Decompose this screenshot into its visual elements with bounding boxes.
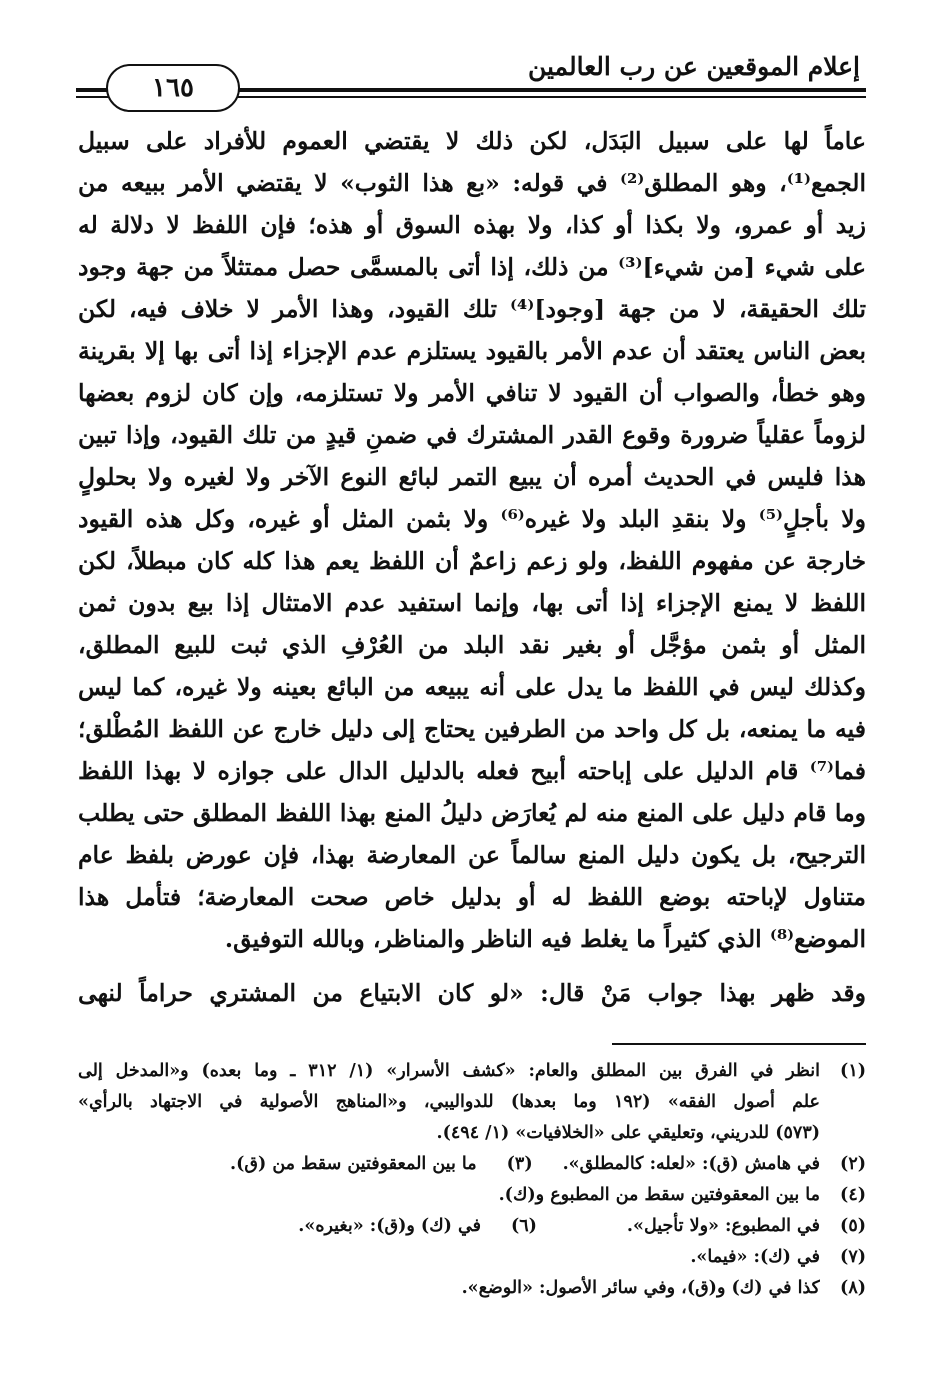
text-line: هذا فليس في الحديث أمره أن يبيع التمر لبائع النوع الآخر ولا لغيره ولا بحلولٍ <box>78 463 866 491</box>
footnote-number: (٨) <box>840 1278 866 1298</box>
footnotes <box>78 1056 866 1304</box>
page-number: ١٦٥ <box>152 73 194 103</box>
footnote-text: ما بين المعقوفتين سقط من (ق). <box>230 1154 477 1174</box>
footnote-text: انظر في الفرق بين المطلق والعام: «كشف الأسرار» (١/ ٣١٢ ـ وما بعده) و«المدخل إلى <box>78 1061 820 1081</box>
footnote-number: (٤) <box>840 1185 866 1205</box>
footnote-1-continuation: (٥٧٣) للدريني، وتعليقي على «الخلافيات» (١/ ٤٩٤). <box>436 1123 820 1143</box>
text-line: بعض الناس يعتقد أن عدم الأمر بالقيود يستلزم عدم الإجزاء إذا أتى بها إلا بقرينة <box>78 337 866 365</box>
paragraph-gap <box>78 960 866 972</box>
text-line: وهو خطأ، والصواب أن القيود لا تنافي الأمر ولا تستلزمه، وإن كان لزوم بعضها <box>78 379 866 407</box>
footnote-text: ما بين المعقوفتين سقط من المطبوع و(ك). <box>498 1185 820 1205</box>
footnote-4 <box>78 1180 866 1211</box>
text-line: الموضع⁽⁸⁾ الذي كثيراً ما يغلط فيه الناظر والمناظر، وبالله التوفيق. <box>224 925 866 953</box>
footnote-row-5-6 <box>78 1211 866 1242</box>
text-line: لزوماً عقلياً ضرورة وقوع القدر المشترك في ضمنِ قيدٍ من تلك القيود، وإذا تبين <box>78 421 866 449</box>
footnote-number: (١) <box>840 1061 866 1081</box>
footnote-number: (٣) <box>506 1154 533 1174</box>
text-line: وكذلك ليس في اللفظ ما يدل على أنه يبيعه من البائع بعينه ولا غيره، كما ليس <box>78 673 866 701</box>
footnote-row-2-3 <box>78 1149 866 1180</box>
footnote-text: في (ك) و(ق): «بغيره». <box>298 1216 481 1236</box>
text-line: فما⁽⁷⁾ قام الدليل على إباحته أبيح فعله بالدليل الدال على جوازه لا بهذا اللفظ <box>78 757 866 785</box>
text-line: خارجة عن مفهوم اللفظ، ولو زعم زاعمٌ أن اللفظ يعم هذا كله كان مبطلاً، لكن <box>78 547 866 575</box>
footnote-text: في هامش (ق): «لعله: كالمطلق». <box>562 1154 820 1174</box>
text-line: الجمع⁽¹⁾، وهو المطلق⁽²⁾ في قوله: «بع هذا الثوب» لا يقتضي الأمر ببيعه من <box>78 169 866 197</box>
text-line: اللفظ لا يمنع الإجزاء إذا أتى بها، وإنما استفيد عدم الامتثال إذا بيع بدون ثمن <box>78 589 866 617</box>
text-line: عاماً لها على سبيل البَدَل، لكن ذلك لا يقتضي العموم للأفراد على سبيل <box>78 127 866 155</box>
text-line: تلك الحقيقة، لا من جهة [وجود]⁽⁴⁾ تلك القيود، وهذا الأمر لا خلاف فيه، لكن <box>78 295 866 323</box>
text-line: وما قام دليل على المنع منه لم يُعارَض دليلُ المنع بهذا اللفظ المطلق حتى يطلب <box>78 799 866 827</box>
footnote-number: (٥) <box>840 1216 866 1236</box>
main-text <box>78 120 866 1014</box>
footnote-number: (٦) <box>510 1216 537 1236</box>
page-header <box>76 40 866 110</box>
page-number-frame <box>106 64 240 112</box>
text-line: وقد ظهر بهذا جواب مَنْ قال: «لو كان الابتياع من المشتري حراماً لنهى <box>78 979 866 1007</box>
footnote-7 <box>78 1242 866 1273</box>
running-title: إعلام الموقعين عن رب العالمين <box>527 52 860 81</box>
footnote-number: (٧) <box>840 1247 866 1267</box>
footnote-text: كذا في (ك) و(ق)، وفي سائر الأصول: «الوضع». <box>461 1278 820 1298</box>
footnote-text: في (ك): «فيما». <box>690 1247 820 1267</box>
text-line: الترجيح، بل يكون دليل المنع سالماً عن المعارضة بهذا، فإن عورض بلفظ عام <box>78 841 866 869</box>
text-line: ولا بأجلٍ⁽⁵⁾ ولا بنقدِ البلد ولا غيره⁽⁶⁾ ولا بثمن المثل أو غيره، وكل هذه القيود <box>78 505 866 533</box>
text-line: على شيء [من شيء]⁽³⁾ من ذلك، إذا أتى بالمسمَّى حصل ممتثلاً من جهة وجود <box>78 253 866 281</box>
footnote-8 <box>78 1273 866 1304</box>
text-line: زيد أو عمرو، ولا بكذا أو كذا، ولا بهذه السوق أو هذه؛ فإن اللفظ لا دلالة له <box>78 211 866 239</box>
text-line: فيه ما يمنعه، بل كل واحد من الطرفين يحتاج إلى دليل خارج عن اللفظ المُطْلق؛ <box>78 715 866 743</box>
text-line: متناول لإباحته بوضع اللفظ له أو بدليل خاص صحت المعارضة؛ فتأمل هذا <box>78 883 866 911</box>
text-line: المثل أو بثمن مؤجَّل أو بغير نقد البلد من العُرْفِ الذي ثبت للبيع المطلق، <box>78 631 866 659</box>
footnote-1 <box>78 1056 866 1087</box>
footnote-separator <box>612 1043 866 1045</box>
footnote-number: (٢) <box>840 1154 866 1174</box>
footnote-text: في المطبوع: «ولا تأجيل». <box>626 1216 820 1236</box>
footnote-1-continuation: علم أصول الفقه» (١٩٢ وما بعدها) للدواليبي، و«المناهج الأصولية في الاجتهاد بالرأي» <box>78 1092 821 1112</box>
